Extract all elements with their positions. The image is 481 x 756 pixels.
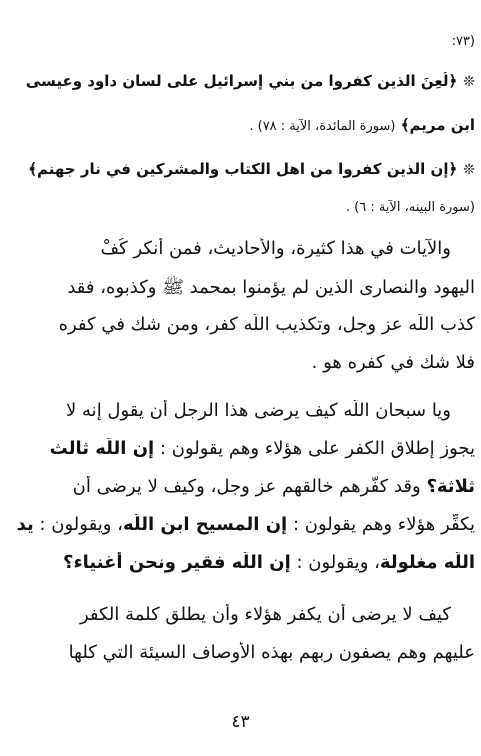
ornate-bracket-open: ﴿ [448, 72, 458, 90]
ornate-bracket-open: ﴿ [448, 160, 458, 178]
quote-1-reference: (سورة المائدة، الآية : ٧٨) . [249, 119, 396, 134]
paragraph-2-line-5 [6, 552, 475, 573]
quote-1-text-a: لُعِنَ الذين كفروا من بني إسرائيل على لسان داود وعيسى [25, 72, 449, 90]
quote-2-reference: (سورة البينه، الآية : ٦) . [345, 200, 475, 215]
quran-quote-1-line-2 [6, 116, 475, 134]
quran-quote-2-line-1 [6, 160, 475, 178]
paragraph-2-emphasis: إن المسيح ابن اللّه [122, 514, 288, 535]
page-number: ٤٣ [231, 712, 250, 732]
paragraph-1-line-4: فلا شك في كفره هو . [311, 352, 475, 373]
paragraph-3-line-1: كيف لا يرضى أن يكفر هؤلاء وأن يطلق كلمة الكفر [79, 604, 451, 625]
star-bullet-icon: ❊ [463, 74, 475, 90]
paragraph-1-line-2: اليهود والنصارى الذين لم يؤمنوا بمحمد ﷺ وكذبوه، فقد [67, 277, 475, 298]
paragraph-3-line-2: عليهم وهم يصفون ربهم بهذه الأوصاف السيئة التي كلها [68, 642, 475, 663]
paragraph-2-line-3 [6, 476, 475, 497]
quran-quote-1-line-1 [6, 72, 475, 90]
ornate-bracket-close: ﴾ [28, 160, 37, 178]
paragraph-2-text: يجوز إطلاق الكفر على هؤلاء وهم يقولون : [154, 438, 475, 459]
continued-verse-reference: (٧٣: [451, 34, 475, 49]
quote-2-text: إن الذين كفروا من اهل الكتاب والمشركين في نار جهنم [37, 160, 449, 178]
paragraph-1-line-3: كذب اللّه عز وجل، وتكذيب اللّه كفر، ومن شك في كفره [58, 314, 475, 335]
paragraph-2-text: يكفِّر هؤلاء وهم يقولون : [287, 514, 475, 535]
paragraph-2-text: ، ويقولون : [33, 514, 123, 535]
paragraph-2-emphasis: إن اللّه فقير ونحن أغنياء؟ [63, 552, 291, 573]
paragraph-2-line-2 [6, 438, 475, 459]
paragraph-2-emphasis: إن اللّه ثالث [49, 438, 155, 459]
paragraph-2-emphasis: يد [16, 514, 34, 535]
paragraph-2-line-4 [6, 514, 475, 535]
ornate-bracket-close: ﴾ [400, 116, 410, 134]
paragraph-2-emphasis: اللّه مغلولة [379, 552, 475, 573]
paragraph-2-text: وقد كفَّرهم خالقهم عز وجل، وكيف لا يرضى أن [72, 476, 427, 497]
paragraph-2-text: ، ويقولون : [290, 552, 380, 573]
quote-1-text-b: ابن مريم [409, 116, 475, 134]
paragraph-2-emphasis: ثلاثة؟ [426, 476, 475, 497]
paragraph-1-line-1: والآيات في هذا كثيرة، والأحاديث، فمن أنكر كُفْ [100, 238, 451, 259]
paragraph-2-line-1: ويا سبحان اللّه كيف يرضى هذا الرجل أن يقول إنه لا [66, 400, 451, 421]
star-bullet-icon: ❊ [463, 162, 475, 178]
